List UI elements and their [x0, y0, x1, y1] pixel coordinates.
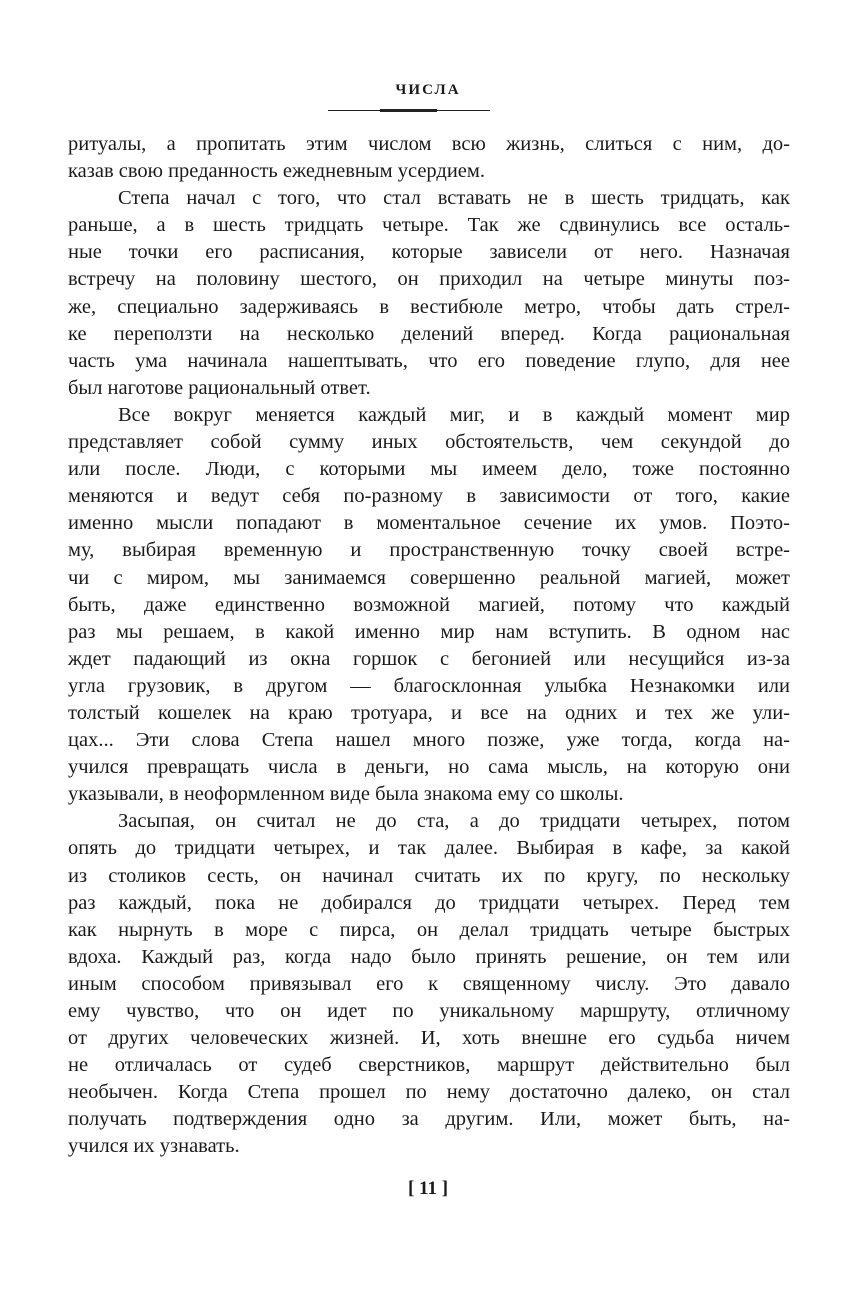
text-line: Степа начал с того, что стал вставать не в шесть тридцать, как: [118, 187, 790, 210]
text-line: или после. Люди, с которыми мы имеем дело, тоже постоянно: [68, 458, 790, 481]
paragraph: [68, 131, 790, 185]
paragraph: [68, 402, 790, 808]
text-line: ждет падающий из окна горшок с бегонией или несущийся из-за: [68, 647, 790, 670]
text-line: меняются и ведут себя по-разному в зависимости от того, какие: [68, 485, 790, 508]
text-line: раньше, а в шесть тридцать четыре. Так же сдвинулись все осталь-: [68, 214, 790, 237]
text-line: представляет собой сумму иных обстоятельств, чем секундой до: [68, 431, 790, 454]
text-line: учился превращать числа в деньги, но сама мысль, на которую они: [68, 756, 790, 779]
text-line: опять до тридцати четырех, и так далее. Выбирая в кафе, за какой: [68, 837, 790, 860]
text-line: учился их узнавать.: [68, 1135, 240, 1158]
text-line: вдоха. Каждый раз, когда надо было принять решение, он тем или: [68, 945, 790, 968]
body-text: [68, 131, 790, 1161]
header-rule-accent: [380, 109, 437, 112]
text-line: именно мысли попадают в моментальное сечение их умов. Поэто-: [68, 512, 790, 535]
text-line: указывали, в неоформленном виде была знакома ему со школы.: [68, 783, 624, 806]
text-line: не отличалась от судеб сверстников, маршрут действительно был: [68, 1054, 790, 1077]
text-line: ные точки его расписания, которые зависели от него. Назначая: [68, 241, 790, 264]
text-line: часть ума начинала нашептывать, что его поведение глупо, для нее: [68, 349, 790, 372]
running-header: ЧИСЛА: [395, 82, 461, 98]
text-line: Засыпая, он считал не до ста, а до тридцати четырех, потом: [118, 810, 790, 833]
text-line: раз каждый, пока не добирался до тридцати четырех. Перед тем: [68, 891, 790, 914]
text-line: ке переползти на несколько делений вперед. Когда рациональная: [68, 322, 790, 345]
text-line: как нырнуть в море с пирса, он делал тридцать четыре быстрых: [68, 918, 790, 941]
text-line: был наготове рациональный ответ.: [68, 376, 371, 399]
text-line: от других человеческих жизней. И, хоть внешне его судьба ничем: [68, 1027, 790, 1050]
text-line: цах... Эти слова Степа нашел много позже, уже тогда, когда на-: [68, 729, 790, 752]
paragraph: [68, 808, 790, 1160]
text-line: раз мы решаем, в какой именно мир нам вступить. В одном нас: [68, 620, 790, 643]
text-line: Все вокруг меняется каждый миг, и в каждый момент мир: [118, 403, 790, 426]
text-line: же, специально задерживаясь в вестибюле метро, чтобы дать стрел-: [68, 295, 790, 318]
text-line: толстый кошелек на краю тротуара, и все на одних и тех же ули-: [68, 701, 790, 724]
text-line: иным способом привязывал его к священному числу. Это давало: [68, 972, 790, 995]
text-line: быть, даже единственно возможной магией, потому что каждый: [68, 593, 790, 616]
page-number: [ 11 ]: [407, 1178, 449, 1199]
text-line: ему чувство, что он идет по уникальному маршруту, отличному: [68, 1000, 790, 1022]
text-line: угла грузовик, в другом — благосклонная улыбка Незнакомки или: [68, 674, 790, 697]
text-line: получать подтверждения одно за другим. Или, может быть, на-: [68, 1108, 790, 1131]
text-line: встречу на половину шестого, он приходил на четыре минуты поз-: [68, 268, 790, 291]
text-line: из столиков сесть, он начинал считать их по кругу, по нескольку: [68, 864, 790, 887]
text-line: казав свою преданность ежедневным усердием.: [68, 160, 486, 183]
text-line: необычен. Когда Степа прошел по нему достаточно далеко, он стал: [68, 1081, 790, 1104]
text-line: му, выбирая временную и пространственную точку своей встре-: [68, 539, 790, 562]
text-line: ритуалы, а пропитать этим числом всю жизнь, слиться с ним, до-: [68, 133, 790, 155]
text-line: чи с миром, мы занимаемся совершенно реальной магией, может: [68, 566, 790, 589]
paragraph: [68, 185, 790, 402]
